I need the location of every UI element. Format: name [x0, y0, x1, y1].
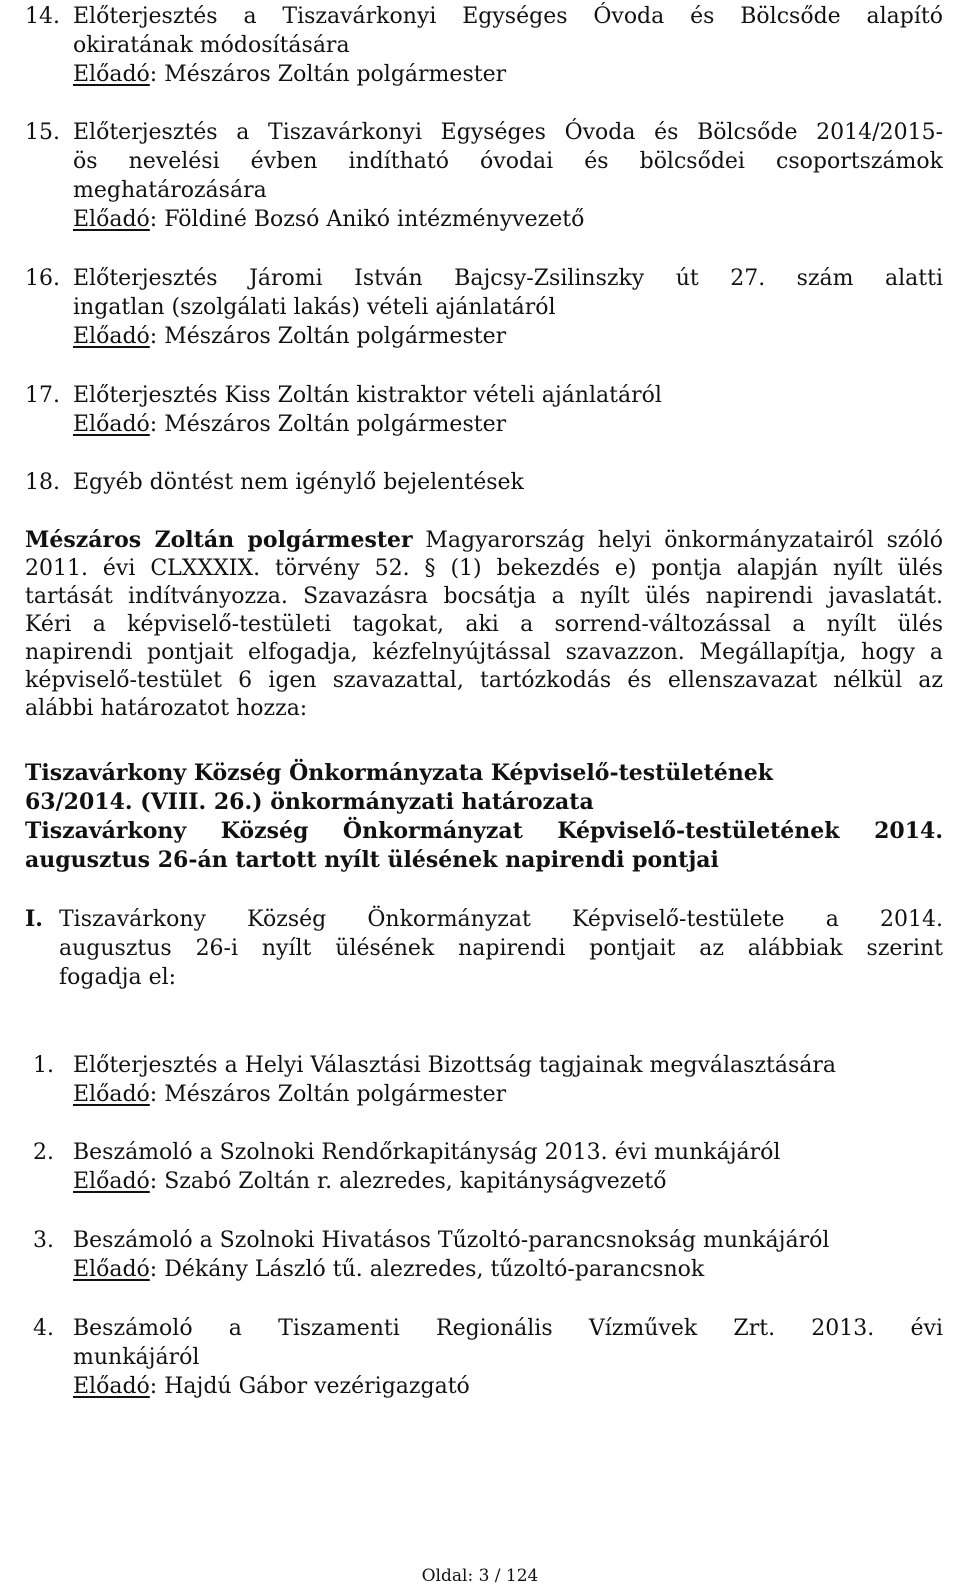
agenda-item-16 [25, 264, 943, 351]
item-text-line: Előterjesztés Kiss Zoltán kistraktor vételi ajánlatáról [73, 383, 662, 408]
item-text-line: Egyéb döntést nem igénylő bejelentések [73, 470, 524, 495]
paragraph-line: tartását indítványozza. Szavazásra bocsátja a nyílt ülés napirendi javaslatát. [25, 584, 943, 609]
presenter-line [73, 1080, 943, 1109]
item-number: 16. [25, 266, 60, 291]
resolution-heading [25, 759, 943, 875]
paragraph-line: 2011. évi CLXXXIX. törvény 52. § (1) bekezdés e) pontja alapján nyílt ülés [25, 556, 943, 581]
item-text-line: ingatlan (szolgálati lakás) vételi ajánlatáról [73, 295, 556, 320]
presenter-line [73, 322, 943, 351]
presenter-name: : Dékány László tű. alezredes, tűzoltó-parancsnok [149, 1257, 705, 1282]
item-text-line: munkájáról [73, 1345, 200, 1370]
presenter-label: Előadó [73, 207, 150, 232]
resolution-heading-line: Tiszavárkony Község Önkormányzat Képviselő-testületének 2014. [25, 818, 943, 844]
item-number: 14. [25, 4, 60, 29]
page-footer [0, 1566, 960, 1586]
item-number: 18. [25, 470, 60, 495]
page-number: Oldal: 3 / 124 [421, 1566, 539, 1586]
paragraph-line: napirendi pontjait elfogadja, kézfelnyújtással szavazzon. Megállapítja, hogy a [25, 640, 943, 665]
agenda-item-4 [25, 1314, 943, 1401]
presenter-line [73, 1255, 943, 1284]
item-text-line: meghatározására [73, 178, 267, 203]
agenda-item-17 [25, 381, 943, 439]
presenter-label: Előadó [73, 1257, 150, 1282]
presenter-line [73, 1372, 943, 1401]
agenda-item-1 [25, 1051, 943, 1109]
item-text-line: Beszámoló a Szolnoki Rendőrkapitányság 2013. évi munkájáról [73, 1140, 781, 1165]
presenter-name: : Földiné Bozsó Anikó intézményvezető [149, 207, 585, 232]
item-text-line: Előterjesztés Járomi István Bajcsy-Zsilinszky út 27. szám alatti [73, 266, 943, 291]
item-text-line: okiratának módosítására [73, 33, 350, 58]
paragraph-line: Kéri a képviselő-testületi tagokat, aki a sorrend-változással a nyílt ülés [25, 612, 943, 637]
paragraph-line: képviselő-testület 6 igen szavazattal, tartózkodás és ellenszavazat nélkül az [25, 668, 943, 693]
presenter-name: : Mészáros Zoltán polgármester [149, 62, 507, 87]
resolution-heading-line: augusztus 26-án tartott nyílt ülésének napirendi pontjai [25, 847, 719, 873]
motion-text: Magyarország helyi önkormányzatairól szóló [412, 528, 943, 553]
paragraph-line: alábbi határozatot hozza: [25, 696, 308, 721]
section-text-line: augusztus 26-i nyílt ülésének napirendi pontjait az alábbiak szerint [59, 936, 943, 961]
presenter-label: Előadó [73, 324, 150, 349]
item-text-line: Előterjesztés a Helyi Választási Bizottság tagjainak megválasztására [73, 1053, 837, 1078]
presenter-label: Előadó [73, 1374, 150, 1399]
presenter-label: Előadó [73, 62, 150, 87]
resolution-heading-line: Tiszavárkony Község Önkormányzata Képviselő-testületének [25, 760, 774, 786]
item-number: 15. [25, 120, 60, 145]
item-text-line: Előterjesztés a Tiszavárkonyi Egységes Óvoda és Bölcsőde 2014/2015- [73, 120, 943, 145]
resolution-section-i [25, 905, 943, 992]
presenter-label: Előadó [73, 412, 150, 437]
resolution-number: 63/2014. (VIII. 26.) önkormányzati határozata [25, 789, 594, 815]
section-label: I. [25, 906, 43, 932]
item-number: 4. [33, 1316, 54, 1341]
agenda-item-14 [25, 2, 943, 89]
agenda-item-18 [25, 468, 943, 497]
presenter-line [73, 205, 943, 234]
presenter-line [73, 60, 943, 89]
presenter-line [73, 1167, 943, 1196]
item-number: 2. [33, 1140, 54, 1165]
item-number: 3. [33, 1228, 54, 1253]
presenter-label: Előadó [73, 1082, 150, 1107]
motion-paragraph [25, 526, 943, 723]
presenter-label: Előadó [73, 1169, 150, 1194]
agenda-item-3 [25, 1226, 943, 1284]
item-number: 1. [33, 1053, 54, 1078]
section-text-line: Tiszavárkony Község Önkormányzat Képviselő-testülete a 2014. [59, 907, 943, 932]
item-text-line: Beszámoló a Tiszamenti Regionális Vízművek Zrt. 2013. évi [73, 1316, 943, 1341]
presenter-name: : Szabó Zoltán r. alezredes, kapitányságvezető [149, 1169, 667, 1194]
presenter-name: : Mészáros Zoltán polgármester [149, 324, 507, 349]
paragraph-line [25, 526, 943, 555]
item-text-line: Beszámoló a Szolnoki Hivatásos Tűzoltó-parancsnokság munkájáról [73, 1228, 830, 1253]
presenter-name: : Mészáros Zoltán polgármester [149, 412, 507, 437]
agenda-item-15 [25, 118, 943, 234]
motion-speaker: Mészáros Zoltán polgármester [25, 527, 413, 553]
presenter-name: : Hajdú Gábor vezérigazgató [149, 1374, 470, 1399]
item-text-line: Előterjesztés a Tiszavárkonyi Egységes Óvoda és Bölcsőde alapító [73, 4, 943, 29]
item-text-line: ös nevelési évben indítható óvodai és bölcsődei csoportszámok [73, 149, 943, 174]
section-text-line: fogadja el: [59, 965, 177, 990]
agenda-item-2 [25, 1138, 943, 1196]
presenter-name: : Mészáros Zoltán polgármester [149, 1082, 507, 1107]
presenter-line [73, 410, 943, 439]
item-number: 17. [25, 383, 60, 408]
